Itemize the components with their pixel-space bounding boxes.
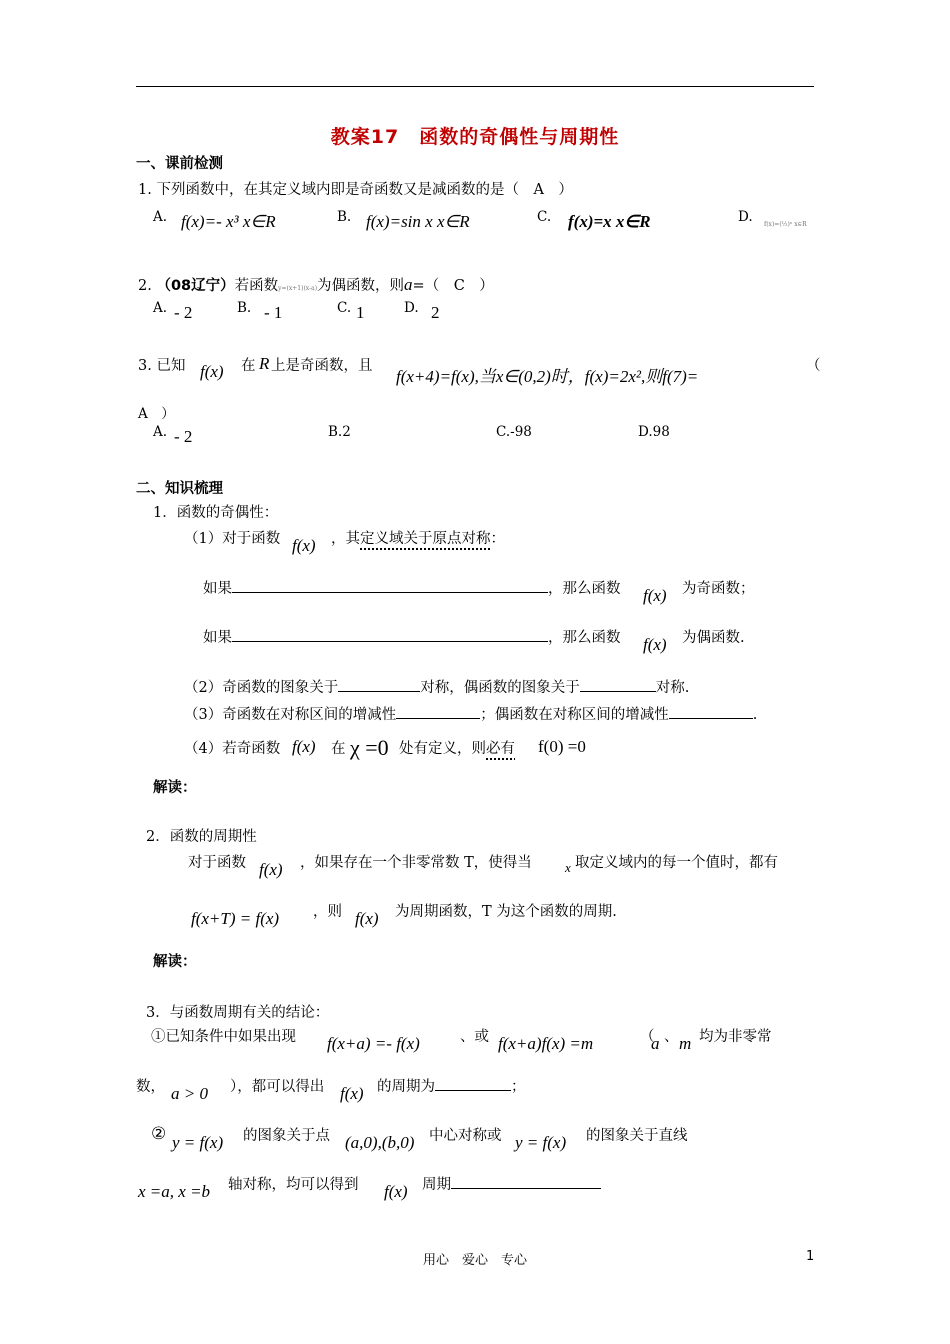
even-conclusion: 为偶函数. <box>682 630 745 646</box>
q2-option-d-value: 2 <box>431 303 440 322</box>
conclusion-2-b: 的图象关于点 <box>243 1128 330 1144</box>
q3-option-d-label: D. <box>638 424 653 440</box>
odd-definition-blank[interactable] <box>232 592 548 593</box>
periodicity-fx: f(x) <box>259 860 283 879</box>
q1-option-d-label: D. <box>738 209 753 225</box>
parity-item-2b: 对称，偶函数的图象关于 <box>420 680 580 696</box>
even-if-text: 如果 <box>203 630 232 646</box>
interpretation-2: 解读： <box>153 954 197 970</box>
parity-item-4-x0: χ =0 <box>350 735 389 760</box>
q3-option-c <box>496 424 532 440</box>
q1-option-b-label: B. <box>337 209 352 225</box>
parity-item-3b: ；偶函数在对称区间的增减性 <box>480 707 669 723</box>
q3-option-d <box>638 424 670 440</box>
odd-if-text: 如果 <box>203 581 232 597</box>
conclusion-1-eq2: f(x+a)f(x) =m <box>498 1034 594 1053</box>
q2-option-b-label: B. <box>237 300 252 316</box>
q3-R: R <box>259 354 270 373</box>
parity-item-4a: （4）若奇函数 <box>184 741 281 757</box>
conclusion-1-j: ； <box>511 1079 526 1095</box>
odd-then-text: ，那么函数 <box>548 581 621 597</box>
q1-option-c-expr: f(x)=x x∈R <box>568 212 651 231</box>
periodicity-heading: 2．函数的周期性 <box>146 829 257 845</box>
q2-text-b: 为偶函数，则 <box>317 278 405 294</box>
odd-symmetry-blank[interactable] <box>338 691 420 692</box>
conclusion-1-b: 、或 <box>460 1029 489 1045</box>
q2-option-c-label: C. <box>337 300 352 316</box>
conclusion-1-f: 数， <box>136 1079 165 1095</box>
q2-var-a: a <box>404 275 413 294</box>
conclusion-2-c: 中心对称或 <box>429 1128 502 1144</box>
conclusion-1-d: 、 <box>664 1029 679 1045</box>
conclusion-2-g: 周期 <box>422 1177 451 1193</box>
conclusion-2-lines: x =a, x =b <box>138 1182 211 1201</box>
period-conclusions-heading: 3．与函数周期有关的结论： <box>146 1005 330 1021</box>
periodicity-fx-2: f(x) <box>355 909 379 928</box>
q3-option-b-value: 2 <box>342 424 351 440</box>
q1-option-a-expr: f(x)=- x³ x∈R <box>181 212 276 231</box>
parity-item-1-emphasis: 定义域关于原点对称 <box>360 531 491 547</box>
parity-item-4-emphasis: 必有 <box>486 741 515 757</box>
q2-source: （08辽宁） <box>156 278 235 294</box>
conclusion-1-m-var: m <box>679 1034 692 1053</box>
q3-option-a-label: A. <box>153 424 168 440</box>
parity-item-3c: . <box>752 707 758 723</box>
parity-item-4b: 在 <box>331 741 346 757</box>
section-heading-1: 一、课前检测 <box>136 156 223 172</box>
periodicity-def-c: 取定义域内的每一个值时，都有 <box>575 855 778 871</box>
q3-option-b <box>328 424 351 440</box>
even-symmetry-blank[interactable] <box>580 691 656 692</box>
q2-function: y=(x+1)(x-a) <box>278 285 318 292</box>
parity-item-1b <box>331 527 505 548</box>
q2-option-c-value: 1 <box>356 303 365 322</box>
q3-option-d-value: 98 <box>652 424 670 440</box>
section-heading-2: 二、知识梳理 <box>136 481 223 497</box>
conclusion-1-c: （ <box>640 1029 655 1045</box>
conclusion-1-h: ），都可以得出 <box>230 1079 325 1095</box>
odd-definition-line <box>203 577 621 598</box>
conclusion-1-e: 均为非零常 <box>699 1029 772 1045</box>
even-definition-line <box>203 626 621 647</box>
q1-option-b-expr: f(x)=sin x x∈R <box>366 212 470 231</box>
conclusion-2-f: 轴对称，均可以得到 <box>228 1177 359 1193</box>
q1-option-a-label: A. <box>153 209 168 225</box>
periodicity-x: x <box>565 860 571 875</box>
question-1-stem: 1. 下列函数中，在其定义域内即是奇函数又是减函数的是（ A ） <box>138 182 573 198</box>
conclusion-2-d: 的图象关于直线 <box>586 1128 688 1144</box>
conclusion-1-i: 的周期为 <box>377 1079 435 1095</box>
q3-number: 3. 已知 <box>138 358 186 374</box>
odd-conclusion: 为奇函数； <box>682 581 755 597</box>
conclusion-1-eq1: f(x+a) =- f(x) <box>327 1034 420 1053</box>
q1-option-c-label: C. <box>537 209 552 225</box>
q3-fx: f(x) <box>200 362 224 381</box>
page-number: 1 <box>806 1249 815 1264</box>
parity-item-3a: （3）奇函数在对称区间的增减性 <box>184 707 397 723</box>
periodicity-def-a: 对于函数 <box>188 855 246 871</box>
conclusion-1-fx: f(x) <box>340 1084 364 1103</box>
periodicity-def-b: ，如果存在一个非零常数 T，使得当 <box>300 855 532 871</box>
odd-monotonic-blank[interactable] <box>396 718 480 719</box>
parity-item-4c <box>399 737 515 758</box>
footer-text: 用心 爱心 专心 <box>422 1253 527 1268</box>
conclusion-2-period-line <box>422 1173 601 1194</box>
parity-item-1b-text: ，其 <box>331 531 360 547</box>
odd-fx: f(x) <box>643 586 667 605</box>
periodicity-equation: f(x+T) = f(x) <box>191 909 280 928</box>
periodicity-def-e: 为周期函数，T 为这个函数的周期. <box>395 904 617 920</box>
q2-option-d-label: D. <box>404 300 419 316</box>
q2-option-b-value: - 1 <box>264 303 283 322</box>
parity-heading: 1．函数的奇偶性： <box>153 505 279 521</box>
even-definition-blank[interactable] <box>232 641 548 642</box>
q3-condition: f(x+4)=f(x),当x∈(0,2)时，f(x)=2x²,则f(7)= <box>396 367 699 386</box>
parity-item-2a: （2）奇函数的图象关于 <box>184 680 339 696</box>
q3-option-c-label: C. <box>496 424 511 440</box>
q3-paren: （ <box>806 358 821 374</box>
conclusion-2-fx: f(x) <box>384 1182 408 1201</box>
parity-item-2c: 对称. <box>655 680 690 696</box>
conclusion-2-period-blank[interactable] <box>451 1188 601 1189</box>
q3-option-b-label: B. <box>328 424 343 440</box>
periodicity-def-d: ，则 <box>313 904 342 920</box>
conclusion-2-eq2: y = f(x) <box>515 1133 567 1152</box>
even-monotonic-blank[interactable] <box>669 718 753 719</box>
conclusion-1-a-positive: a > 0 <box>171 1084 208 1103</box>
parity-item-1d-text: ： <box>490 531 505 547</box>
q2-answer: =（ C ） <box>412 278 494 294</box>
q2-text-a: 若函数 <box>234 278 279 294</box>
q2-option-a-value: - 2 <box>174 303 193 322</box>
parity-item-4-fx: f(x) <box>292 737 316 756</box>
even-then-text: ，那么函数 <box>548 630 621 646</box>
q3-text-a: 在 <box>241 358 256 374</box>
conclusion-1-a: ①已知条件中如果出现 <box>151 1029 296 1045</box>
conclusion-1-a-var: a <box>651 1034 660 1053</box>
parity-item-4-eq: f(0) =0 <box>538 737 586 756</box>
parity-item-1a: （1）对于函数 <box>184 531 281 547</box>
parity-item-4c-text: 处有定义，则 <box>399 741 486 757</box>
parity-item-2 <box>184 676 689 697</box>
conclusion-2-points: (a,0),(b,0) <box>345 1133 415 1152</box>
parity-item-1-fx: f(x) <box>292 536 316 555</box>
interpretation-1: 解读： <box>153 780 197 796</box>
conclusion-1-period-blank[interactable] <box>435 1090 511 1091</box>
question-2-stem <box>138 274 494 295</box>
q3-text-b: 上是奇函数，且 <box>271 358 373 374</box>
q3-answer: A ） <box>138 406 175 422</box>
conclusion-2-marker: ② <box>151 1124 167 1144</box>
parity-item-3 <box>184 703 757 724</box>
q2-number: 2. <box>138 278 157 294</box>
conclusion-2-eq1: y = f(x) <box>172 1133 224 1152</box>
q3-option-a-value: - 2 <box>174 427 193 446</box>
conclusion-1-period-line <box>377 1075 526 1096</box>
q3-option-c-value: -98 <box>510 424 532 440</box>
page-title: 教案17 函数的奇偶性与周期性 <box>330 126 620 148</box>
q2-option-a-label: A. <box>153 300 168 316</box>
header-rule <box>136 86 814 87</box>
even-fx: f(x) <box>643 635 667 654</box>
q1-option-d-expr: f(x)=(½)ˣ x∈R <box>764 221 807 228</box>
